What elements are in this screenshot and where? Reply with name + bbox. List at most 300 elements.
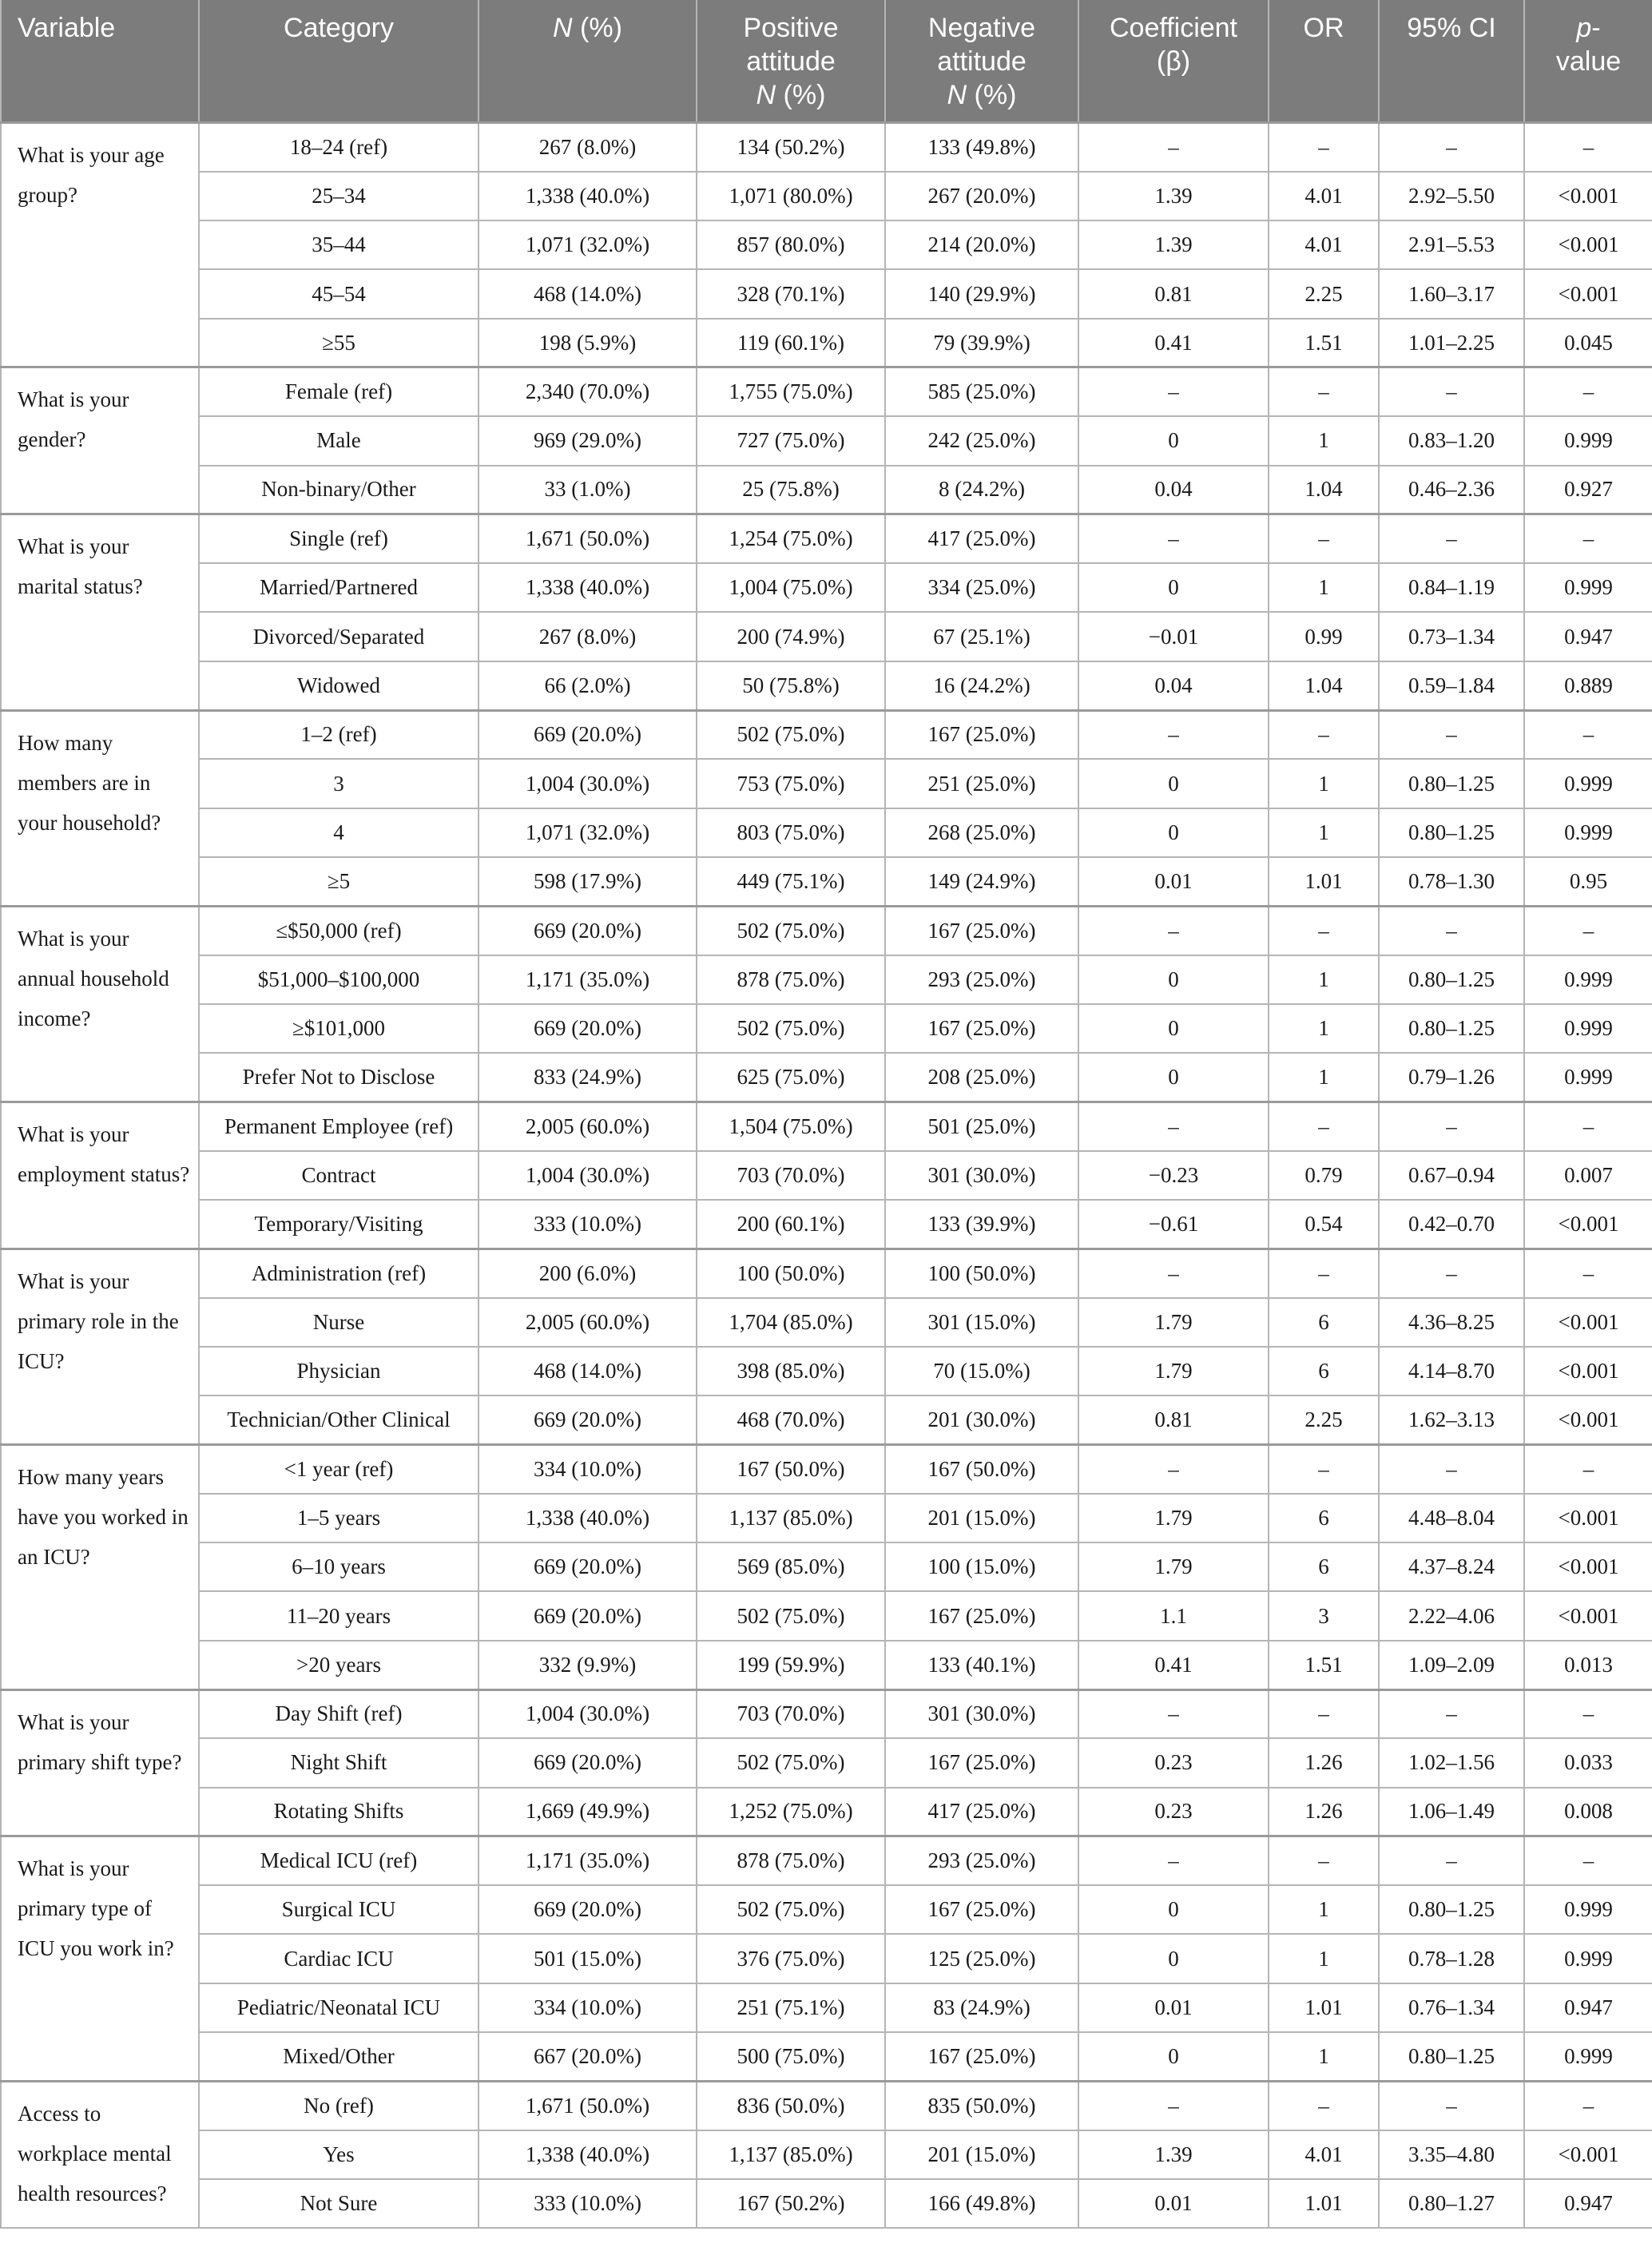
category-cell: Contract — [199, 1151, 479, 1200]
ci-cell: 0.80–1.25 — [1379, 955, 1524, 1004]
negative-cell: 293 (25.0%) — [885, 955, 1078, 1004]
category-cell: 18–24 (ref) — [199, 123, 479, 172]
category-cell: 45–54 — [199, 269, 479, 318]
header-positive-attitude: Positive attitude N (%) — [697, 0, 885, 123]
ci-cell: 0.83–1.20 — [1379, 416, 1524, 465]
positive-cell: 1,137 (85.0%) — [697, 2130, 885, 2179]
variable-cell: How many years have you worked in an ICU? — [1, 1445, 199, 1689]
table-row — [1, 710, 1652, 759]
table-row — [1, 1298, 1652, 1347]
negative-cell: 201 (15.0%) — [885, 1494, 1078, 1542]
table-row — [1, 123, 1652, 172]
table-row — [1, 1934, 1652, 1983]
category-cell: Temporary/Visiting — [199, 1200, 479, 1249]
category-cell: Technician/Other Clinical — [199, 1395, 479, 1444]
negative-cell: 167 (25.0%) — [885, 1004, 1078, 1053]
n-percent-cell: 1,071 (32.0%) — [479, 808, 697, 857]
n-percent-cell: 1,171 (35.0%) — [479, 1836, 697, 1885]
category-cell: Nurse — [199, 1298, 479, 1347]
p-value-cell: – — [1524, 1689, 1652, 1738]
ci-cell: 0.73–1.34 — [1379, 612, 1524, 661]
negative-cell: 167 (25.0%) — [885, 906, 1078, 955]
p-value-cell: 0.999 — [1524, 955, 1652, 1004]
table-row — [1, 2130, 1652, 2179]
ci-cell: 0.80–1.25 — [1379, 1885, 1524, 1934]
category-cell: Male — [199, 416, 479, 465]
p-value-cell: – — [1524, 367, 1652, 416]
header-row — [1, 0, 1652, 123]
p-value-cell: <0.001 — [1524, 220, 1652, 269]
p-value-cell: 0.947 — [1524, 612, 1652, 661]
or-cell: 1 — [1269, 563, 1379, 612]
table-row — [1, 514, 1652, 563]
positive-cell: 500 (75.0%) — [697, 2032, 885, 2081]
ci-cell: 0.80–1.25 — [1379, 759, 1524, 808]
negative-cell: 417 (25.0%) — [885, 1788, 1078, 1836]
table-body — [1, 123, 1652, 2229]
p-value-cell: <0.001 — [1524, 1494, 1652, 1542]
ci-cell: – — [1379, 1249, 1524, 1297]
n-percent-cell: 1,071 (32.0%) — [479, 220, 697, 269]
coefficient-cell: 0 — [1078, 759, 1269, 808]
coefficient-cell: – — [1078, 367, 1269, 416]
category-cell: Permanent Employee (ref) — [199, 1102, 479, 1150]
category-cell: Day Shift (ref) — [199, 1689, 479, 1738]
ci-cell: – — [1379, 1445, 1524, 1494]
header-negative-attitude: Negative attitude N (%) — [885, 0, 1078, 123]
negative-cell: 167 (25.0%) — [885, 710, 1078, 759]
positive-cell: 328 (70.1%) — [697, 269, 885, 318]
or-cell: 4.01 — [1269, 2130, 1379, 2179]
category-cell: 1–2 (ref) — [199, 710, 479, 759]
positive-cell: 1,504 (75.0%) — [697, 1102, 885, 1150]
coefficient-cell: 0 — [1078, 808, 1269, 857]
positive-cell: 1,704 (85.0%) — [697, 1298, 885, 1347]
n-percent-cell: 334 (10.0%) — [479, 1983, 697, 2032]
positive-cell: 753 (75.0%) — [697, 759, 885, 808]
table-row — [1, 1689, 1652, 1738]
negative-cell: 83 (24.9%) — [885, 1983, 1078, 2032]
coefficient-cell: 0.01 — [1078, 2179, 1269, 2228]
positive-cell: 1,254 (75.0%) — [697, 514, 885, 563]
n-percent-cell: 1,669 (49.9%) — [479, 1788, 697, 1836]
positive-cell: 398 (85.0%) — [697, 1347, 885, 1395]
category-cell: 25–34 — [199, 172, 479, 220]
or-cell: 6 — [1269, 1494, 1379, 1542]
positive-cell: 376 (75.0%) — [697, 1934, 885, 1983]
ci-cell: 0.80–1.25 — [1379, 808, 1524, 857]
or-cell: 1 — [1269, 759, 1379, 808]
n-percent-cell: 468 (14.0%) — [479, 269, 697, 318]
positive-cell: 449 (75.1%) — [697, 857, 885, 906]
or-cell: 0.54 — [1269, 1200, 1379, 1249]
positive-cell: 119 (60.1%) — [697, 319, 885, 367]
category-cell: Administration (ref) — [199, 1249, 479, 1297]
positive-cell: 200 (60.1%) — [697, 1200, 885, 1249]
p-value-cell: <0.001 — [1524, 2130, 1652, 2179]
coefficient-cell: – — [1078, 1102, 1269, 1150]
coefficient-cell: 1.39 — [1078, 220, 1269, 269]
coefficient-cell: 0.23 — [1078, 1738, 1269, 1787]
n-percent-cell: 669 (20.0%) — [479, 1738, 697, 1787]
category-cell: No (ref) — [199, 2081, 479, 2130]
n-percent-cell: 1,671 (50.0%) — [479, 2081, 697, 2130]
n-percent-cell: 66 (2.0%) — [479, 661, 697, 710]
ci-cell: 4.36–8.25 — [1379, 1298, 1524, 1347]
positive-cell: 1,755 (75.0%) — [697, 367, 885, 416]
negative-cell: 201 (30.0%) — [885, 1395, 1078, 1444]
n-percent-cell: 2,340 (70.0%) — [479, 367, 697, 416]
p-value-cell: – — [1524, 514, 1652, 563]
or-cell: – — [1269, 710, 1379, 759]
or-cell: 1.04 — [1269, 661, 1379, 710]
category-cell: ≤$50,000 (ref) — [199, 906, 479, 955]
table-row — [1, 1494, 1652, 1542]
negative-cell: 100 (50.0%) — [885, 1249, 1078, 1297]
category-cell: 4 — [199, 808, 479, 857]
variable-cell: What is your primary role in the ICU? — [1, 1249, 199, 1444]
table-row — [1, 2032, 1652, 2081]
or-cell: 1 — [1269, 1885, 1379, 1934]
positive-cell: 1,004 (75.0%) — [697, 563, 885, 612]
n-percent-cell: 33 (1.0%) — [479, 466, 697, 514]
category-cell: Yes — [199, 2130, 479, 2179]
category-cell: Single (ref) — [199, 514, 479, 563]
p-value-cell: 0.999 — [1524, 1934, 1652, 1983]
table-row — [1, 563, 1652, 612]
ci-cell: 4.48–8.04 — [1379, 1494, 1524, 1542]
p-value-cell: 0.033 — [1524, 1738, 1652, 1787]
p-value-cell: 0.013 — [1524, 1641, 1652, 1689]
coefficient-cell: 1.79 — [1078, 1542, 1269, 1591]
ci-cell: – — [1379, 2081, 1524, 2130]
coefficient-cell: 0 — [1078, 1004, 1269, 1053]
coefficient-cell: 1.1 — [1078, 1591, 1269, 1640]
category-cell: 35–44 — [199, 220, 479, 269]
ci-cell: 3.35–4.80 — [1379, 2130, 1524, 2179]
n-percent-cell: 669 (20.0%) — [479, 1395, 697, 1444]
ci-cell: 0.78–1.30 — [1379, 857, 1524, 906]
p-value-cell: – — [1524, 710, 1652, 759]
or-cell: 4.01 — [1269, 220, 1379, 269]
coefficient-cell: 1.79 — [1078, 1347, 1269, 1395]
table-row — [1, 955, 1652, 1004]
ci-cell: 2.22–4.06 — [1379, 1591, 1524, 1640]
n-percent-cell: 334 (10.0%) — [479, 1445, 697, 1494]
table-row — [1, 416, 1652, 465]
table-row — [1, 808, 1652, 857]
coefficient-cell: 0 — [1078, 416, 1269, 465]
p-value-cell: 0.889 — [1524, 661, 1652, 710]
negative-cell: 267 (20.0%) — [885, 172, 1078, 220]
table-row — [1, 1395, 1652, 1444]
n-percent-cell: 669 (20.0%) — [479, 710, 697, 759]
n-percent-cell: 1,338 (40.0%) — [479, 1494, 697, 1542]
p-value-cell: 0.008 — [1524, 1788, 1652, 1836]
coefficient-cell: – — [1078, 1836, 1269, 1885]
coefficient-cell: 0.01 — [1078, 1983, 1269, 2032]
p-value-cell: <0.001 — [1524, 1347, 1652, 1395]
n-percent-cell: 2,005 (60.0%) — [479, 1102, 697, 1150]
or-cell: 2.25 — [1269, 269, 1379, 318]
negative-cell: 334 (25.0%) — [885, 563, 1078, 612]
n-percent-cell: 333 (10.0%) — [479, 1200, 697, 1249]
negative-cell: 167 (25.0%) — [885, 1591, 1078, 1640]
negative-cell: 167 (25.0%) — [885, 2032, 1078, 2081]
positive-cell: 134 (50.2%) — [697, 123, 885, 172]
coefficient-cell: 0 — [1078, 1053, 1269, 1102]
or-cell: – — [1269, 123, 1379, 172]
positive-cell: 502 (75.0%) — [697, 906, 885, 955]
p-value-cell: <0.001 — [1524, 269, 1652, 318]
or-cell: 1.51 — [1269, 319, 1379, 367]
negative-cell: 251 (25.0%) — [885, 759, 1078, 808]
or-cell: 1.26 — [1269, 1788, 1379, 1836]
category-cell: Night Shift — [199, 1738, 479, 1787]
table-row — [1, 1445, 1652, 1494]
or-cell: 6 — [1269, 1298, 1379, 1347]
category-cell: Married/Partnered — [199, 563, 479, 612]
or-cell: 1 — [1269, 416, 1379, 465]
category-cell: Medical ICU (ref) — [199, 1836, 479, 1885]
n-percent-cell: 669 (20.0%) — [479, 1004, 697, 1053]
or-cell: 1 — [1269, 808, 1379, 857]
p-value-cell: <0.001 — [1524, 172, 1652, 220]
ci-cell: – — [1379, 906, 1524, 955]
p-value-cell: <0.001 — [1524, 1591, 1652, 1640]
or-cell: – — [1269, 906, 1379, 955]
positive-cell: 100 (50.0%) — [697, 1249, 885, 1297]
variable-cell: What is your primary shift type? — [1, 1689, 199, 1836]
negative-cell: 140 (29.9%) — [885, 269, 1078, 318]
positive-cell: 569 (85.0%) — [697, 1542, 885, 1591]
header-p-value: p- value — [1524, 0, 1652, 123]
table-row — [1, 367, 1652, 416]
coefficient-cell: 0.41 — [1078, 319, 1269, 367]
table-row — [1, 759, 1652, 808]
positive-cell: 703 (70.0%) — [697, 1689, 885, 1738]
category-cell: $51,000–$100,000 — [199, 955, 479, 1004]
ci-cell: 0.67–0.94 — [1379, 1151, 1524, 1200]
ci-cell: 1.01–2.25 — [1379, 319, 1524, 367]
coefficient-cell: – — [1078, 1689, 1269, 1738]
p-value-cell: – — [1524, 1102, 1652, 1150]
p-value-cell: – — [1524, 2081, 1652, 2130]
header-or: OR — [1269, 0, 1379, 123]
ci-cell: – — [1379, 1102, 1524, 1150]
negative-cell: 301 (30.0%) — [885, 1151, 1078, 1200]
category-cell: 6–10 years — [199, 1542, 479, 1591]
positive-cell: 625 (75.0%) — [697, 1053, 885, 1102]
variable-cell: What is your primary type of ICU you work in? — [1, 1836, 199, 2081]
ci-cell: 0.46–2.36 — [1379, 466, 1524, 514]
coefficient-cell: 0.04 — [1078, 466, 1269, 514]
positive-cell: 251 (75.1%) — [697, 1983, 885, 2032]
or-cell: 1 — [1269, 1004, 1379, 1053]
ci-cell: – — [1379, 1689, 1524, 1738]
coefficient-cell: 0.81 — [1078, 269, 1269, 318]
or-cell: 0.99 — [1269, 612, 1379, 661]
p-value-cell: 0.95 — [1524, 857, 1652, 906]
negative-cell: 16 (24.2%) — [885, 661, 1078, 710]
p-value-cell: <0.001 — [1524, 1542, 1652, 1591]
negative-cell: 67 (25.1%) — [885, 612, 1078, 661]
category-cell: Surgical ICU — [199, 1885, 479, 1934]
coefficient-cell: −0.01 — [1078, 612, 1269, 661]
header-ci: 95% CI — [1379, 0, 1524, 123]
p-value-cell: – — [1524, 906, 1652, 955]
coefficient-cell: 0.41 — [1078, 1641, 1269, 1689]
or-cell: 6 — [1269, 1542, 1379, 1591]
table-row — [1, 319, 1652, 367]
ci-cell: 4.14–8.70 — [1379, 1347, 1524, 1395]
n-percent-cell: 598 (17.9%) — [479, 857, 697, 906]
table-row — [1, 2081, 1652, 2130]
category-cell: 11–20 years — [199, 1591, 479, 1640]
positive-cell: 1,071 (80.0%) — [697, 172, 885, 220]
or-cell: 1 — [1269, 2032, 1379, 2081]
coefficient-cell: – — [1078, 906, 1269, 955]
or-cell: – — [1269, 1249, 1379, 1297]
table-row — [1, 466, 1652, 514]
positive-cell: 1,137 (85.0%) — [697, 1494, 885, 1542]
category-cell: Female (ref) — [199, 367, 479, 416]
category-cell: Prefer Not to Disclose — [199, 1053, 479, 1102]
coefficient-cell: 0.04 — [1078, 661, 1269, 710]
coefficient-cell: 1.39 — [1078, 2130, 1269, 2179]
table-row — [1, 1151, 1652, 1200]
p-value-cell: 0.007 — [1524, 1151, 1652, 1200]
negative-cell: 167 (50.0%) — [885, 1445, 1078, 1494]
variable-cell: Access to workplace mental health resources? — [1, 2081, 199, 2228]
or-cell: – — [1269, 2081, 1379, 2130]
or-cell: 4.01 — [1269, 172, 1379, 220]
table-row — [1, 1641, 1652, 1689]
table-row — [1, 1542, 1652, 1591]
variable-cell: How many members are in your household? — [1, 710, 199, 906]
or-cell: 1 — [1269, 1053, 1379, 1102]
n-percent-cell: 267 (8.0%) — [479, 123, 697, 172]
positive-cell: 502 (75.0%) — [697, 1591, 885, 1640]
ci-cell: – — [1379, 514, 1524, 563]
coefficient-cell: 0 — [1078, 955, 1269, 1004]
negative-cell: 133 (39.9%) — [885, 1200, 1078, 1249]
n-percent-cell: 669 (20.0%) — [479, 1885, 697, 1934]
negative-cell: 133 (49.8%) — [885, 123, 1078, 172]
category-cell: Cardiac ICU — [199, 1934, 479, 1983]
coefficient-cell: 0 — [1078, 1885, 1269, 1934]
negative-cell: 501 (25.0%) — [885, 1102, 1078, 1150]
or-cell: 1.26 — [1269, 1738, 1379, 1787]
ci-cell: 0.84–1.19 — [1379, 563, 1524, 612]
n-percent-cell: 200 (6.0%) — [479, 1249, 697, 1297]
p-value-cell: 0.999 — [1524, 2032, 1652, 2081]
negative-cell: 133 (40.1%) — [885, 1641, 1078, 1689]
positive-cell: 727 (75.0%) — [697, 416, 885, 465]
ci-cell: 0.42–0.70 — [1379, 1200, 1524, 1249]
p-value-cell: – — [1524, 1249, 1652, 1297]
variable-cell: What is your age group? — [1, 123, 199, 367]
positive-cell: 1,252 (75.0%) — [697, 1788, 885, 1836]
n-percent-cell: 1,004 (30.0%) — [479, 1689, 697, 1738]
n-percent-cell: 198 (5.9%) — [479, 319, 697, 367]
positive-cell: 502 (75.0%) — [697, 1738, 885, 1787]
p-value-cell: 0.999 — [1524, 808, 1652, 857]
category-cell: >20 years — [199, 1641, 479, 1689]
p-value-cell: 0.927 — [1524, 466, 1652, 514]
category-cell: Non-binary/Other — [199, 466, 479, 514]
coefficient-cell: – — [1078, 710, 1269, 759]
ci-cell: 0.80–1.25 — [1379, 2032, 1524, 2081]
category-cell: Physician — [199, 1347, 479, 1395]
table-row — [1, 1983, 1652, 2032]
n-percent-cell: 501 (15.0%) — [479, 1934, 697, 1983]
n-percent-cell: 1,338 (40.0%) — [479, 563, 697, 612]
header-coefficient: Coefficient (β) — [1078, 0, 1269, 123]
ci-cell: 1.62–3.13 — [1379, 1395, 1524, 1444]
or-cell: 1.01 — [1269, 857, 1379, 906]
coefficient-cell: – — [1078, 123, 1269, 172]
table-row — [1, 1885, 1652, 1934]
p-value-cell: – — [1524, 1445, 1652, 1494]
table-row — [1, 220, 1652, 269]
or-cell: – — [1269, 367, 1379, 416]
table-row — [1, 1249, 1652, 1297]
positive-cell: 200 (74.9%) — [697, 612, 885, 661]
positive-cell: 167 (50.2%) — [697, 2179, 885, 2228]
positive-cell: 703 (70.0%) — [697, 1151, 885, 1200]
table-row — [1, 1102, 1652, 1150]
ci-cell: – — [1379, 710, 1524, 759]
coefficient-cell: 0.23 — [1078, 1788, 1269, 1836]
n-percent-cell: 1,004 (30.0%) — [479, 1151, 697, 1200]
category-cell: <1 year (ref) — [199, 1445, 479, 1494]
coefficient-cell: 1.39 — [1078, 172, 1269, 220]
ci-cell: 0.59–1.84 — [1379, 661, 1524, 710]
p-value-cell: 0.999 — [1524, 416, 1652, 465]
negative-cell: 208 (25.0%) — [885, 1053, 1078, 1102]
or-cell: 3 — [1269, 1591, 1379, 1640]
ci-cell: 1.02–1.56 — [1379, 1738, 1524, 1787]
variable-cell: What is your employment status? — [1, 1102, 199, 1249]
negative-cell: 149 (24.9%) — [885, 857, 1078, 906]
p-value-cell: 0.999 — [1524, 1004, 1652, 1053]
positive-cell: 836 (50.0%) — [697, 2081, 885, 2130]
n-percent-cell: 669 (20.0%) — [479, 906, 697, 955]
ci-cell: – — [1379, 1836, 1524, 1885]
header-n-percent: N (%) — [479, 0, 697, 123]
negative-cell: 125 (25.0%) — [885, 1934, 1078, 1983]
n-percent-cell: 468 (14.0%) — [479, 1347, 697, 1395]
category-cell: Rotating Shifts — [199, 1788, 479, 1836]
table-row — [1, 1591, 1652, 1640]
n-percent-cell: 1,671 (50.0%) — [479, 514, 697, 563]
negative-cell: 268 (25.0%) — [885, 808, 1078, 857]
category-cell: Mixed/Other — [199, 2032, 479, 2081]
ci-cell: 0.79–1.26 — [1379, 1053, 1524, 1102]
positive-cell: 468 (70.0%) — [697, 1395, 885, 1444]
negative-cell: 8 (24.2%) — [885, 466, 1078, 514]
coefficient-cell: 0 — [1078, 1934, 1269, 1983]
n-percent-cell: 669 (20.0%) — [479, 1591, 697, 1640]
or-cell: – — [1269, 1836, 1379, 1885]
n-percent-cell: 267 (8.0%) — [479, 612, 697, 661]
positive-cell: 878 (75.0%) — [697, 955, 885, 1004]
coefficient-cell: −0.61 — [1078, 1200, 1269, 1249]
p-value-cell: 0.999 — [1524, 1885, 1652, 1934]
category-cell: Pediatric/Neonatal ICU — [199, 1983, 479, 2032]
or-cell: – — [1269, 1689, 1379, 1738]
